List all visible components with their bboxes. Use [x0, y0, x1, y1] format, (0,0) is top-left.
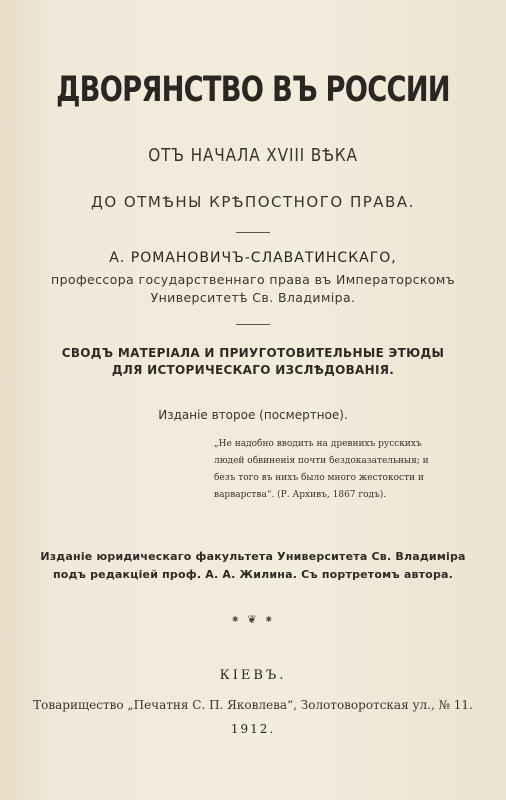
- ornament-icon: ⁕ ❦ ⁕: [230, 613, 276, 626]
- subtitle-line-2: ДО ОТМѢНЫ КРѢПОСТНОГО ПРАВА.: [91, 193, 415, 211]
- epigraph: [214, 436, 429, 504]
- book-title: ДВОРЯНСТВО ВЪ РОССИИ: [56, 70, 450, 110]
- author-position-line-1: профессора государственнаго права въ Императорскомъ: [51, 272, 455, 287]
- divider-rule: [236, 232, 270, 233]
- edition-note: Изданіе второе (посмертное).: [158, 408, 348, 422]
- epigraph-line: варварства“. (Р. Архивъ, 1867 годъ).: [214, 490, 387, 500]
- imprint-printer: Товарищество „Печатня С. П. Яковлева“, Золотоворотская ул., № 11.: [33, 698, 473, 712]
- divider-rule: [236, 324, 270, 325]
- epigraph-line: людей обвиненія почти бездоказательныя; и: [214, 456, 429, 466]
- imprint-city: КІЕВЪ.: [219, 668, 287, 683]
- subtitle-line-1: ОТЪ НАЧАЛА XVIII ВѢКА: [148, 145, 358, 166]
- description-line-2: ДЛЯ ИСТОРИЧЕСКАГО ИЗСЛѢДОВАНIЯ.: [111, 363, 395, 377]
- publisher-line-1: Изданіе юридическаго факультета Университета Св. Владиміра: [40, 550, 466, 563]
- imprint-year: 1912.: [230, 722, 276, 736]
- author-position-line-2: Университетѣ Св. Владиміра.: [150, 290, 356, 305]
- author-name: А. РОМАНОВИЧЪ-СЛАВАТИНСКАГО,: [109, 250, 397, 266]
- publisher-line-2: подъ редакціей проф. А. А. Жилина. Съ портретомъ автора.: [52, 568, 454, 581]
- epigraph-line: безъ того въ нихъ было много жестокости и: [214, 473, 424, 483]
- epigraph-line: „Не надобно вводить на древнихъ русскихъ: [214, 439, 422, 449]
- description-line-1: СВОДЪ МАТЕРIАЛА И ПРИУГОТОВИТЕЛЬНЫЕ ЭТЮДЫ: [61, 346, 445, 360]
